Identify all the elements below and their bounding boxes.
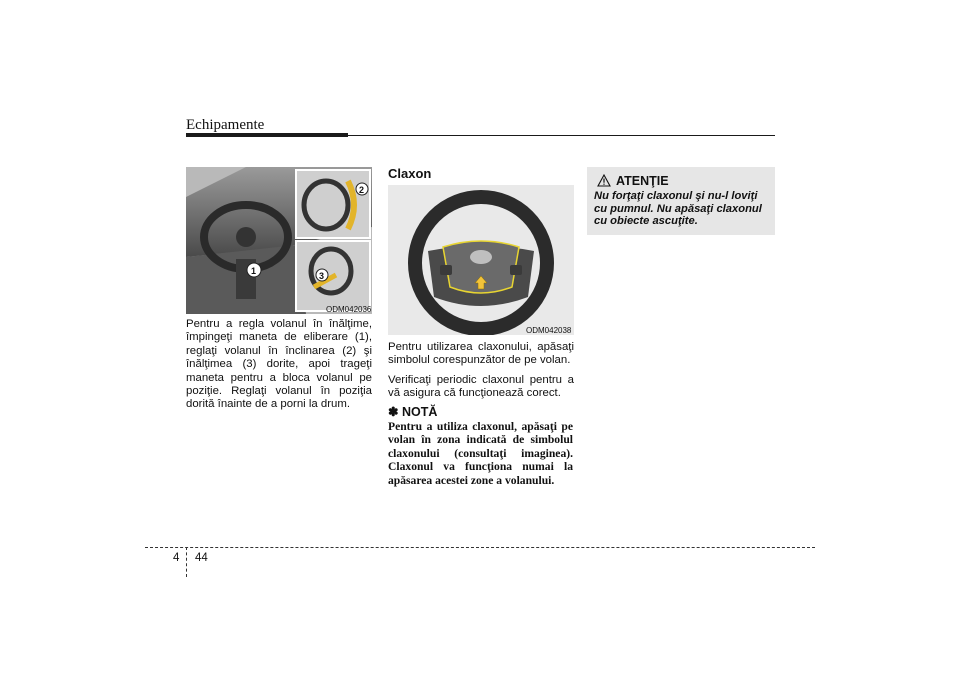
footer-rule (145, 547, 815, 548)
steering-adjust-instructions (186, 318, 372, 418)
page-number: 44 (195, 552, 208, 564)
figure-code: ODM042036 (326, 305, 372, 314)
paragraph: Verificaţi periodic claxonul pentru a vă asigura că funcţionează corect. (388, 373, 574, 400)
horn-figure (388, 185, 574, 335)
figure-code: ODM042038 (526, 326, 572, 335)
chapter-number: 4 (173, 552, 180, 564)
steering-adjust-illustration (186, 167, 372, 314)
steering-wheel-illustration (388, 185, 574, 335)
paragraph: Pentru utilizarea claxonului, apăsaţi simbolul corespunzător de pe volan. (388, 341, 574, 367)
header-accent-bar (186, 133, 348, 137)
section-title: Echipamente (186, 117, 265, 133)
callout-2-label: 2 (359, 185, 365, 195)
warning-title: ATENŢIE (616, 174, 669, 188)
callout-3-label: 3 (319, 271, 325, 281)
horn-instructions (388, 341, 574, 407)
footer-divider (186, 547, 187, 577)
steering-adjust-figure (186, 167, 372, 314)
warning-triangle-icon (597, 174, 611, 187)
note-text: Pentru a utiliza claxonul, apăsaţi pe volan în zona indicată de simbolul claxonului (consultaţi imaginea). Claxonul va funcţiona numai la apăsarea acestei zone a volanului. (388, 420, 573, 487)
horn-heading: Claxon (388, 166, 432, 181)
note-heading: ✽ NOTĂ (388, 405, 438, 419)
paragraph: Pentru a regla volanul în înălţime, împingeţi maneta de eliberare (1), reglaţi volanul în înclinarea (2) şi înălţimea (3) dorite, apoi trageţi maneta pentru a bloca volanul pe poziţie. Reglaţi volanul în poziţia dorită înainte de a porni la drum. (186, 318, 372, 411)
callout-1-label: 1 (251, 266, 257, 276)
warning-text: Nu forţaţi claxonul şi nu-l loviţi cu pumnul. Nu apăsaţi claxonul cu obiecte ascuţite. (594, 190, 762, 228)
